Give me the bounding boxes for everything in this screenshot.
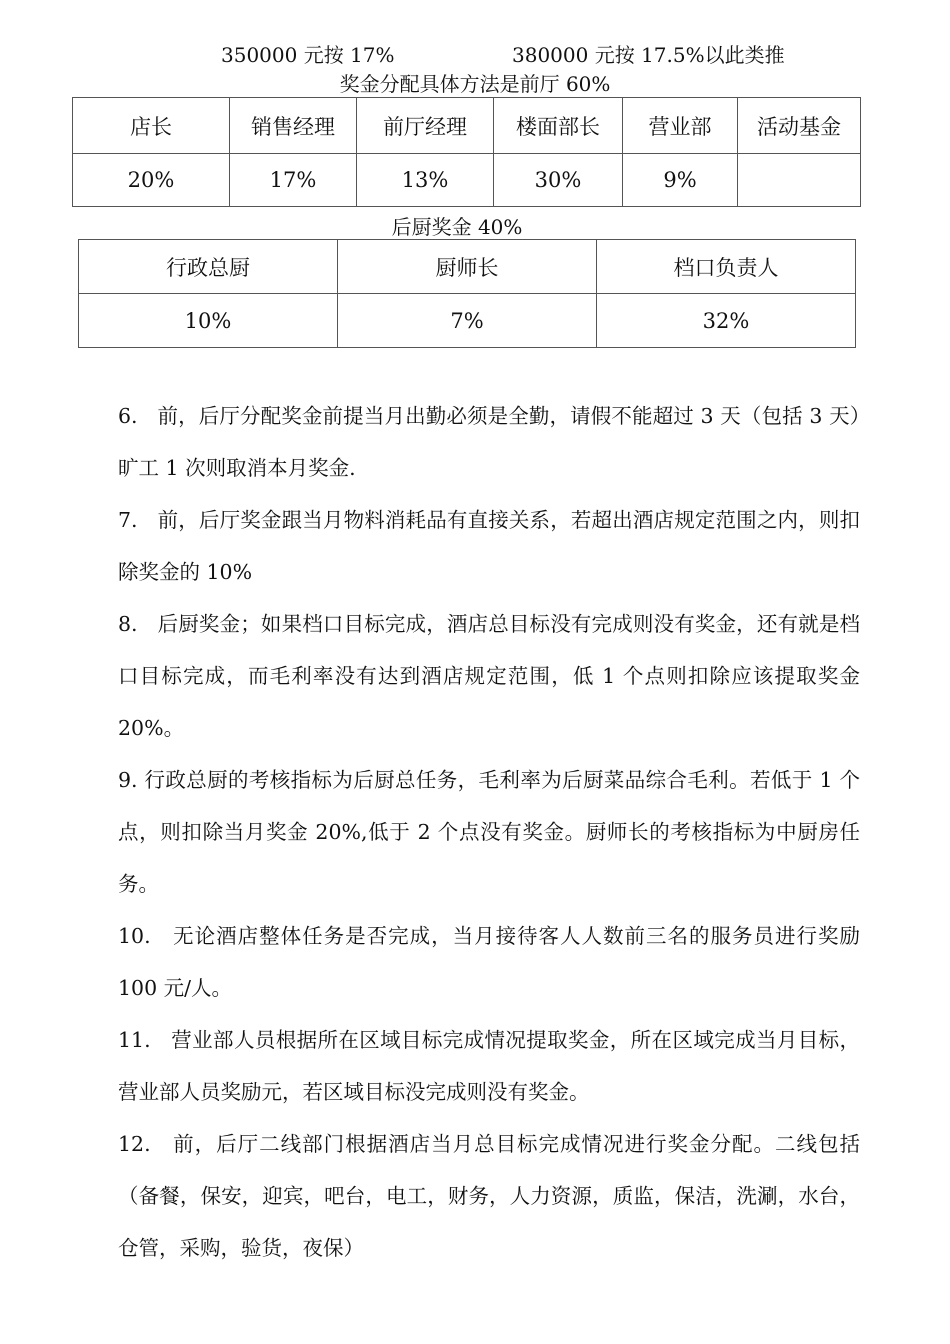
table-cell: 20% — [73, 154, 230, 207]
table-header-row — [73, 98, 861, 154]
table-cell: 17% — [230, 154, 357, 207]
front-hall-table — [72, 97, 861, 207]
rule-9: 9. 行政总厨的考核指标为后厨总任务，毛利率为后厨菜品综合毛利。若低于 1 个点，则扣除当月奖金 20%,低于 2 个点没有奖金。厨师长的考核指标为中厨房任务。 — [118, 768, 860, 896]
table-header-cell: 档口负责人 — [597, 240, 856, 294]
table-header-cell: 行政总厨 — [79, 240, 338, 294]
table-cell: 13% — [357, 154, 494, 207]
table-header-row — [79, 240, 856, 294]
rate-right-text: 380000 元按 17.5%以此类推 — [512, 43, 785, 67]
table-header-cell: 销售经理 — [230, 98, 357, 154]
table-cell: 7% — [338, 294, 597, 348]
table-header-cell: 店长 — [73, 98, 230, 154]
table-cell: 32% — [597, 294, 856, 348]
table-header-cell: 前厅经理 — [357, 98, 494, 154]
table-cell: 10% — [79, 294, 338, 348]
table-cell — [738, 154, 861, 207]
kitchen-bonus-title: 后厨奖金 40% — [391, 215, 523, 239]
table-row — [73, 154, 861, 207]
table-cell: 30% — [494, 154, 623, 207]
rate-left-text: 350000 元按 17% — [221, 43, 395, 67]
table-cell: 9% — [623, 154, 738, 207]
table-header-cell: 营业部 — [623, 98, 738, 154]
rule-10: 10. 无论酒店整体任务是否完成，当月接待客人人数前三名的服务员进行奖励 100 元/人。 — [118, 924, 860, 1000]
table-row — [79, 294, 856, 348]
rule-6: 6. 前，后厅分配奖金前提当月出勤必须是全勤，请假不能超过 3 天（包括 3 天）旷工 1 次则取消本月奖金. — [118, 404, 860, 480]
rule-12: 12. 前，后厅二线部门根据酒店当月总目标完成情况进行奖金分配。二线包括（备餐，保安，迎宾，吧台，电工，财务，人力资源，质监，保洁，洗涮，水台，仓管，采购，验货，夜保） — [118, 1132, 860, 1260]
table-header-cell: 楼面部长 — [494, 98, 623, 154]
distribution-title: 奖金分配具体方法是前厅 60% — [339, 72, 611, 96]
rules-list — [118, 390, 860, 1274]
table-header-cell: 厨师长 — [338, 240, 597, 294]
kitchen-table — [78, 239, 856, 348]
rule-11: 11. 营业部人员根据所在区域目标完成情况提取奖金，所在区域完成当月目标，营业部人员奖励元，若区域目标没完成则没有奖金。 — [118, 1028, 860, 1104]
rule-7: 7. 前，后厅奖金跟当月物料消耗品有直接关系，若超出酒店规定范围之内，则扣除奖金的 10% — [118, 508, 860, 584]
table-header-cell: 活动基金 — [738, 98, 861, 154]
rule-8: 8. 后厨奖金；如果档口目标完成，酒店总目标没有完成则没有奖金，还有就是档口目标完成，而毛利率没有达到酒店规定范围，低 1 个点则扣除应该提取奖金 20%。 — [118, 612, 860, 740]
